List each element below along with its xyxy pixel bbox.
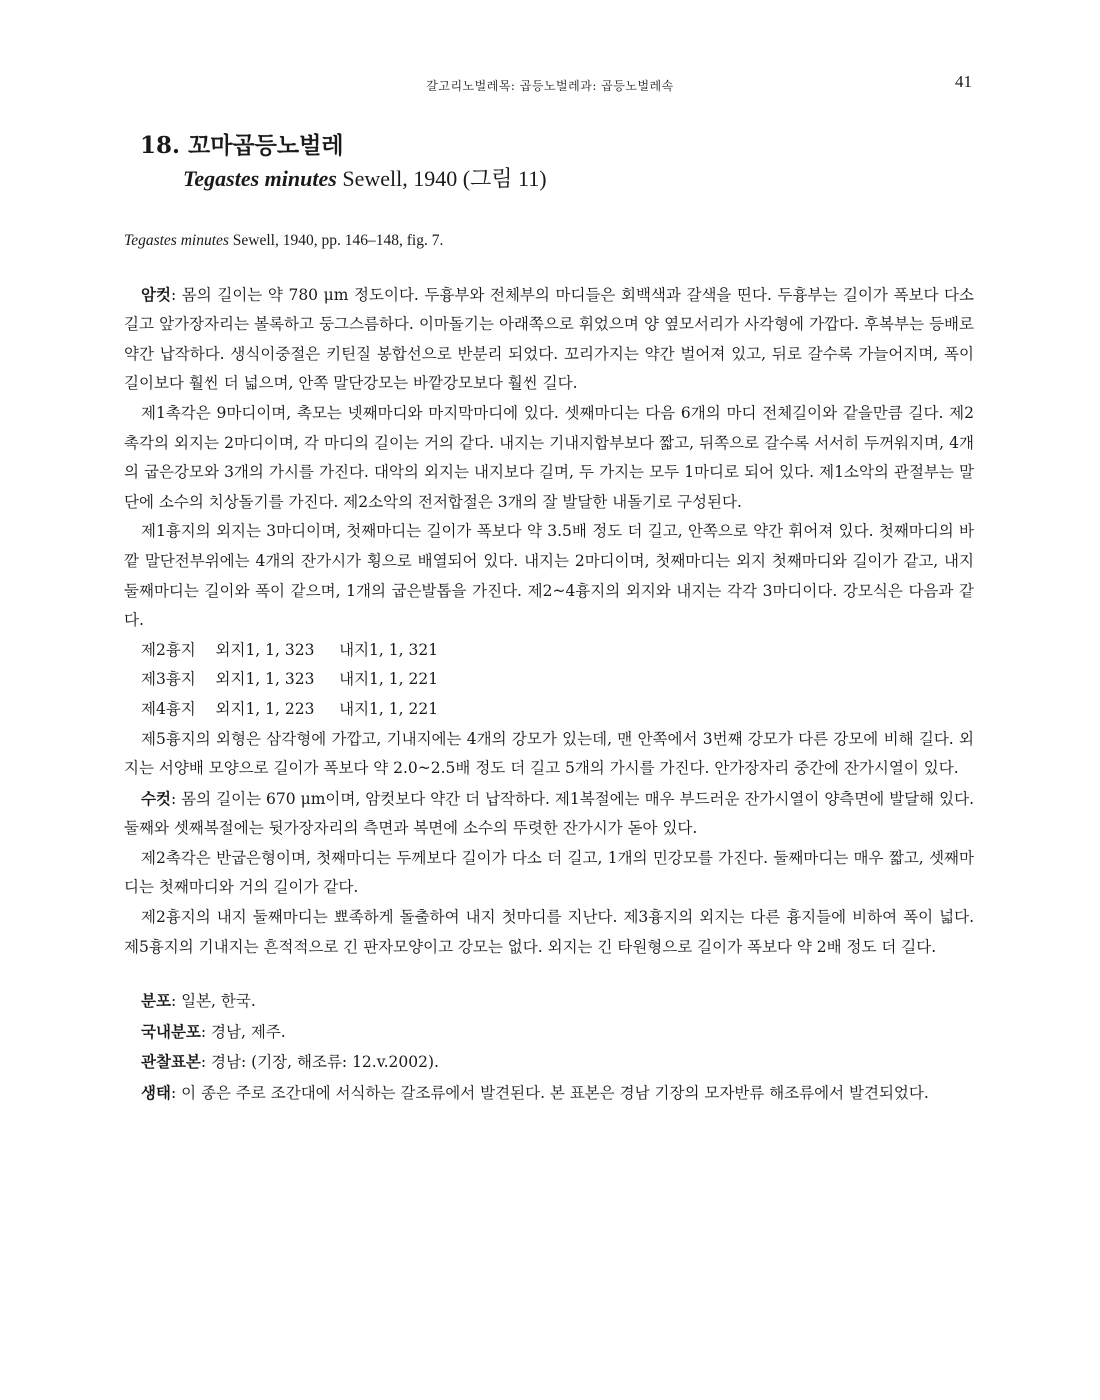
page-number: 41 [955,72,972,91]
scientific-name: Tegastes minutes [183,166,337,191]
korean-name: 꼬마곱등노벌레 [188,132,344,159]
setal-formula-row: 제3흉지 외지1, 1, 323 내지1, 1, 221 [141,670,439,689]
figure-reference: (그림 11) [462,166,547,191]
citation [124,226,974,256]
species-number: 18. [140,132,181,159]
setal-formula-row: 제4흉지 외지1, 1, 223 내지1, 1, 221 [141,699,439,718]
female-paragraph-2: 제1촉각은 9마디이며, 촉모는 넷째마디와 마지막마디에 있다. 셋째마디는 다음 6개의 마디 전체길이와 같을만큼 길다. 제2촉각의 외지는 2마디이며, 각 마디의 길이는 거의 같다. 내지는 기내지합부보다 짧고, 뒤쪽으로 갈수록 서서히 두꺼워지며, 4개의 굽은강모와 3개의 가시를 가진다. 대악의 외지는 내지보다 길며, 두 가지는 모두 1마디로 되어 있다. 제1소악의 관절부는 말단에 소수의 치상돌기를 가진다. 제2소악의 전저합절은 3개의 잘 발달한 내돌기로 구성된다. [124,403,974,511]
setal-formula-row: 제2흉지 외지1, 1, 323 내지1, 1, 321 [141,640,439,659]
male-paragraph-2: 제2촉각은 반굽은형이며, 첫째마디는 두께보다 길이가 다소 더 길고, 1개의 민강모를 가진다. 둘째마디는 매우 짧고, 셋째마디는 첫째마디와 거의 길이가 같다. [124,848,974,897]
examined-specimens: 관찰표본: 경남: (기장, 해조류: 12.v.2002). [141,1052,439,1072]
running-head: 갈고리노벌레목: 곱등노벌레과: 곱등노벌레속 [426,79,674,93]
species-description [124,226,974,1109]
citation-name: Tegastes minutes [124,232,229,249]
male-paragraph-3: 제2흉지의 내지 둘째마디는 뾰족하게 돌출하여 내지 첫마디를 지난다. 제3흉지의 외지는 다른 흉지들에 비하여 폭이 넓다. 제5흉지의 기내지는 흔적적으로 긴 판자모양이고 강모는 없다. 외지는 긴 타원형으로 길이가 폭보다 약 2배 정도 더 길다. [124,908,974,956]
female-paragraph-3: 제1흉지의 외지는 3마디이며, 첫째마디는 길이가 폭보다 약 3.5배 정도 더 길고, 안쪽으로 약간 휘어져 있다. 첫째마디의 바깥 말단전부위에는 4개의 잔가시가 횡으로 배열되어 있다. 내지는 2마디이며, 첫째마디는 외지 첫째마디와 길이가 같고, 내지 둘째마디는 길이와 폭이 같으며, 1개의 굽은발톱을 가진다. 제2~4흉지의 외지와 내지는 각각 3마디이다. 강모식은 다음과 같다. [124,522,974,630]
male-label: 수컷 [141,788,171,808]
female-paragraph-1: 암컷: 몸의 길이는 약 780 μm 정도이다. 두흉부와 전체부의 마디들은 회백색과 갈색을 띤다. 두흉부는 길이가 폭보다 다소 길고 앞가장자리는 볼록하고 둥그스름하다. 이마돌기는 아래쪽으로 휘었으며 양 옆모서리가 사각형에 가깝다. 후복부는 등배로 약간 납작하다. 생식이중절은 키틴질 봉합선으로 반분리 되었다. 꼬리가지는 약간 벌어져 있고, 뒤로 갈수록 가늘어지며, 폭이 길이보다 훨씬 더 넓으며, 안쪽 말단강모는 바깥강모보다 훨씬 길다. [124,284,974,393]
author-year: Sewell, 1940 [342,166,458,191]
female-paragraph-4: 제5흉지의 외형은 삼각형에 가깝고, 기내지에는 4개의 강모가 있는데, 맨 안쪽에서 3번째 강모가 다른 강모에 비해 길다. 외지는 서양배 모양으로 길이가 폭보다 약 2.0~2.5배 정도 더 길고 5개의 가시를 가진다. 안가장자리 중간에 잔가시열이 있다. [124,729,974,778]
domestic-distribution: 국내분포: 경남, 제주. [141,1021,286,1041]
distribution: 분포: 일본, 한국. [141,991,256,1011]
citation-text: Sewell, 1940, pp. 146–148, fig. 7. [232,232,444,249]
species-title [140,130,547,196]
male-paragraph-1: 수컷: 몸의 길이는 670 μm이며, 암컷보다 약간 더 납작하다. 제1복절에는 매우 부드러운 잔가시열이 양측면에 발달해 있다. 둘째와 셋째복절에는 뒷가장자리의 측면과 복면에 소수의 뚜렷한 잔가시가 돋아 있다. [124,788,974,838]
female-label: 암컷 [141,284,171,304]
ecology: 생태: 이 종은 주로 조간대에 서식하는 갈조류에서 발견된다. 본 표본은 경남 기장의 모자반류 해조류에서 발견되었다. [141,1083,929,1103]
